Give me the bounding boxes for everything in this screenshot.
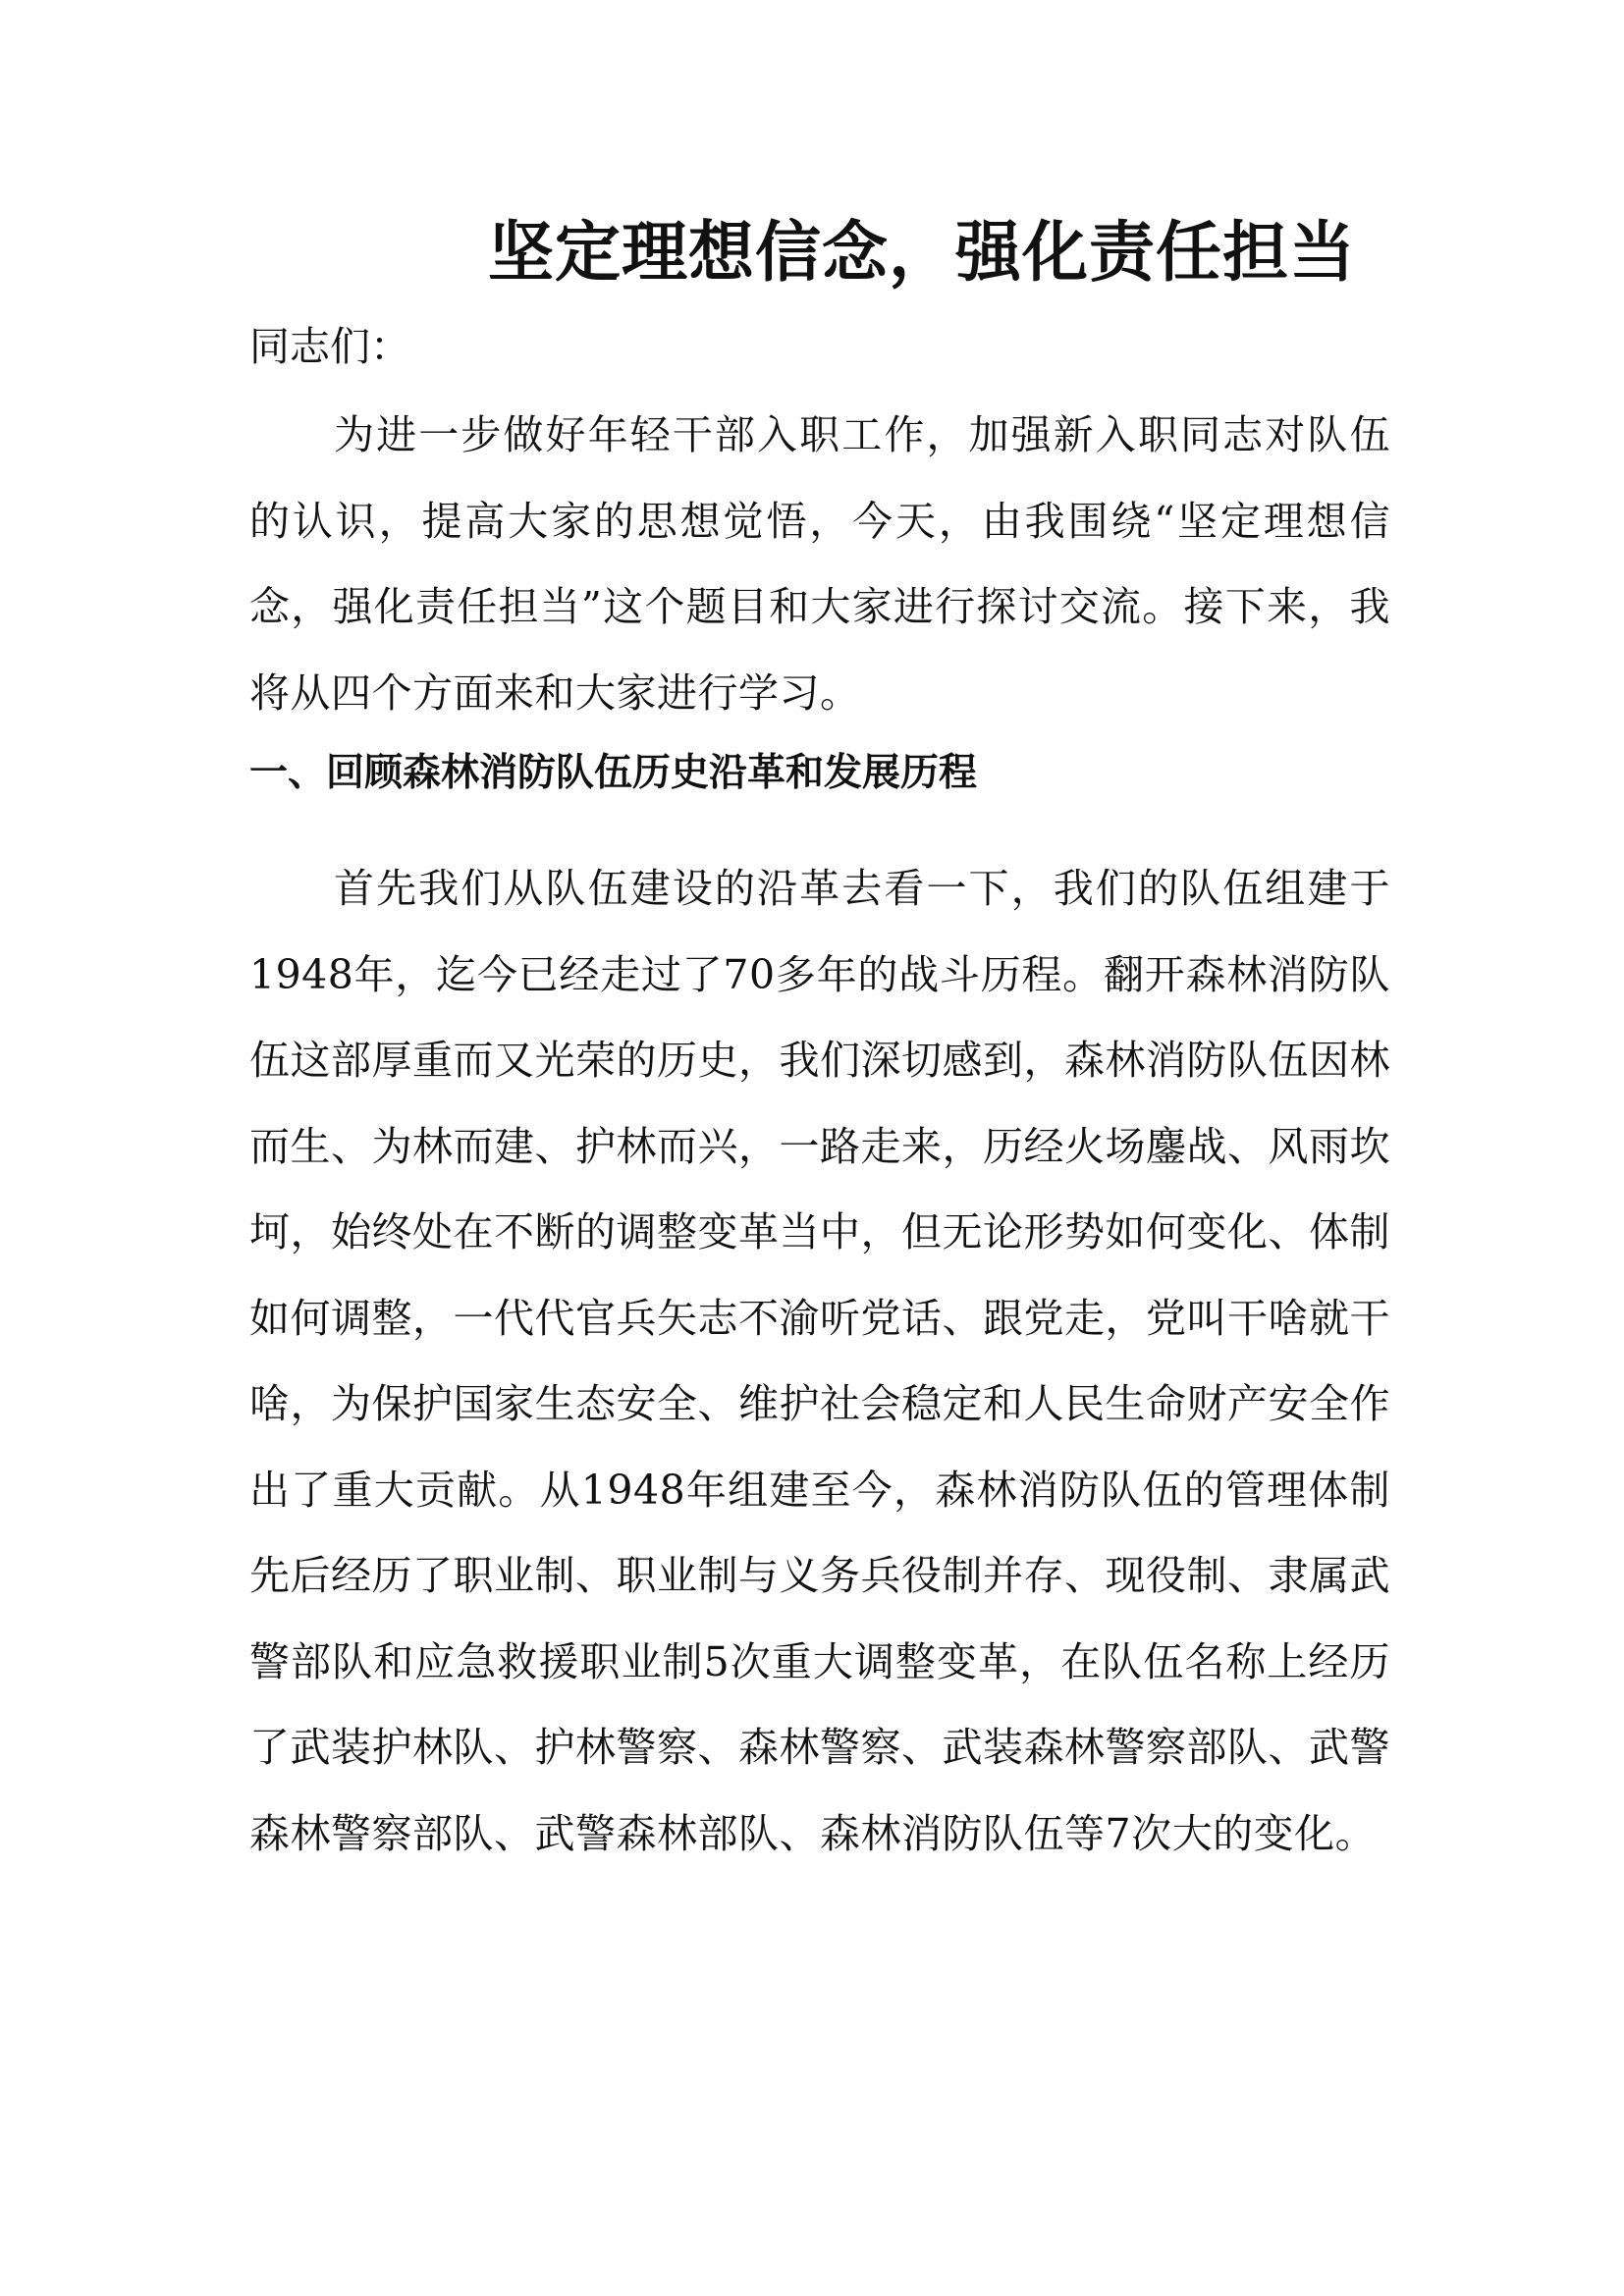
section-heading: 一、回顾森林消防队伍历史沿革和发展历程 — [249, 751, 978, 795]
salutation: 同志们： — [249, 323, 410, 370]
section-paragraph: 首先我们从队伍建设的沿革去看一下，我们的队伍组建于1948年，迄今已经走过了70多年的战斗历程。翻开森林消防队伍这部厚重而又光荣的历史，我们深切感到，森林消防队伍因林而生、为林而建、护林而兴，一路走来，历经火场鏖战、风雨坎坷，始终处在不断的调整变革当中，但无论形势如何变化、体制如何调整，一代代官兵矢志不渝听党话、跟党走，党叫干啥就干啥，为保护国家生态安全、维护社会稳定和人民生命财产安全作出了重大贡献。从1948年组建至今，森林消防队伍的管理体制先后经历了职业制、职业制与义务兵役制并存、现役制、隶属武警部队和应急救援职业制5次重大调整变革，在队伍名称上经历了武装护林队、护林警察、森林警察、武装森林警察部队、武警森林警察部队、武警森林部队、森林消防队伍等7次大的变化。 — [249, 865, 1390, 1857]
intro-paragraph: 为进一步做好年轻干部入职工作，加强新入职同志对队伍的认识，提高大家的思想觉悟，今天，由我围绕“坚定理想信念，强化责任担当”这个题目和大家进行探讨交流。接下来，我将从四个方面来和大家进行学习。 — [249, 411, 1390, 717]
document-title: 坚定理想信念，强化责任担当 — [488, 213, 1356, 291]
